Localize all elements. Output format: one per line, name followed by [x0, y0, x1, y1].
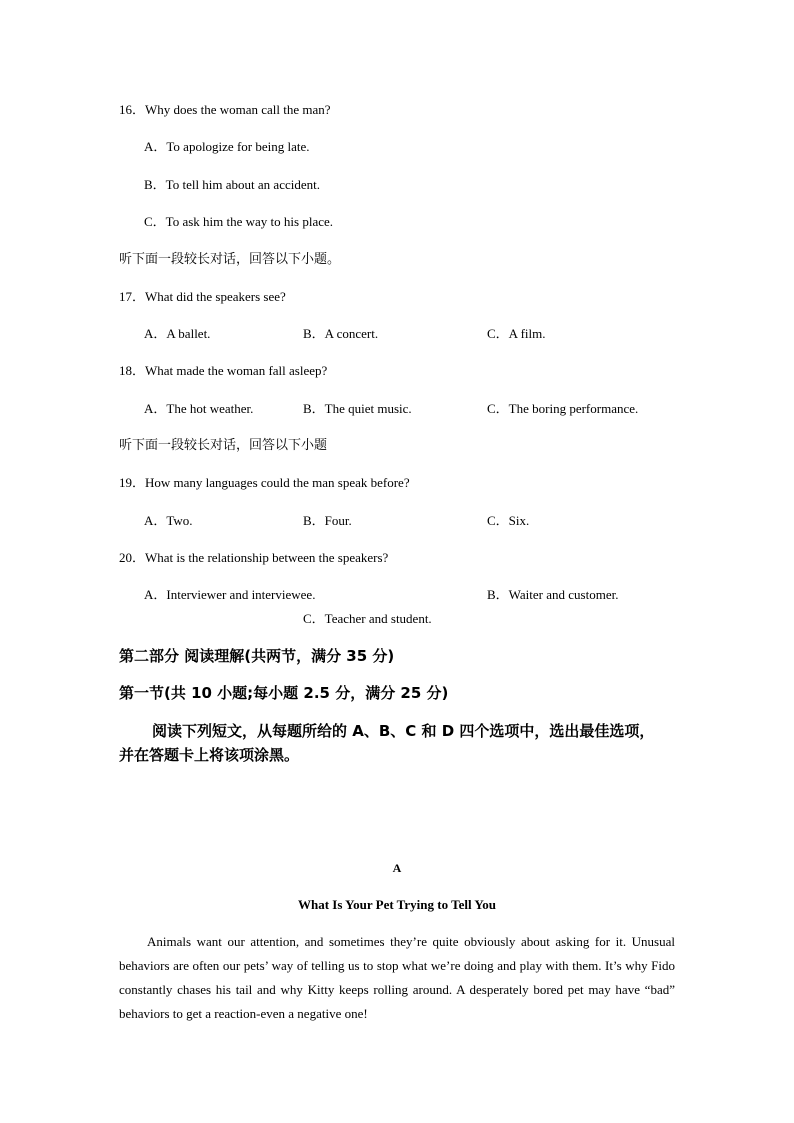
question-20-stem: 20．What is the relationship between the speakers?	[119, 550, 389, 565]
passage-title: What Is Your Pet Trying to Tell You	[297, 897, 497, 912]
question-19-option-c: C．Six.	[487, 513, 530, 528]
listening-instruction: 听下面一段较长对话，回答以下小题	[119, 438, 328, 453]
question-20-option-b: B．Waiter and customer.	[487, 587, 619, 602]
question-20-option-a: A．Interviewer and interviewee.	[144, 587, 316, 602]
reading-directions: 阅读下列短文，从每题所给的 A、B、C 和 D 四个选项中，选出最佳选项，	[152, 722, 655, 740]
question-18-option-c: C．The boring performance.	[487, 401, 639, 416]
question-19-stem: 19．How many languages could the man speak before?	[119, 475, 410, 490]
passage-label: A	[392, 861, 402, 875]
question-16-option-c: C．To ask him the way to his place.	[144, 214, 334, 229]
passage-body: Animals want our attention, and sometimes they’re quite obviously about asking for it. Unusual behaviors are often our pets’ way of telling us to stop what we’re doing and play with them. It’s why Fido constantly chases his tail and why Kitty keeps rolling around. A desperately bored pet may have “bad” behaviors to get a reaction-even a negative one!	[119, 934, 675, 1021]
section-one-title: 第一节(共 10 小题;每小题 2.5 分，满分 25 分)	[119, 684, 449, 702]
question-17-option-b: B．A concert.	[303, 326, 379, 341]
question-18-option-a: A．The hot weather.	[144, 401, 254, 416]
question-17-option-c: C．A film.	[487, 326, 546, 341]
question-19-option-b: B．Four.	[303, 513, 352, 528]
question-17-stem: 17．What did the speakers see?	[119, 289, 286, 304]
question-16-option-b: B．To tell him about an accident.	[144, 177, 320, 192]
question-17-option-a: A．A ballet.	[144, 326, 211, 341]
listening-instruction: 听下面一段较长对话，回答以下小题。	[119, 252, 341, 267]
question-20-option-c: C．Teacher and student.	[303, 611, 432, 626]
part-two-title: 第二部分 阅读理解(共两节，满分 35 分)	[119, 647, 395, 665]
question-18-stem: 18．What made the woman fall asleep?	[119, 363, 328, 378]
question-19-option-a: A．Two.	[144, 513, 193, 528]
question-18-option-b: B．The quiet music.	[303, 401, 412, 416]
reading-directions-cont: 并在答题卡上将该项涂黑。	[119, 746, 300, 764]
question-16-stem: 16．Why does the woman call the man?	[119, 102, 331, 117]
question-16-option-a: A．To apologize for being late.	[144, 139, 310, 154]
